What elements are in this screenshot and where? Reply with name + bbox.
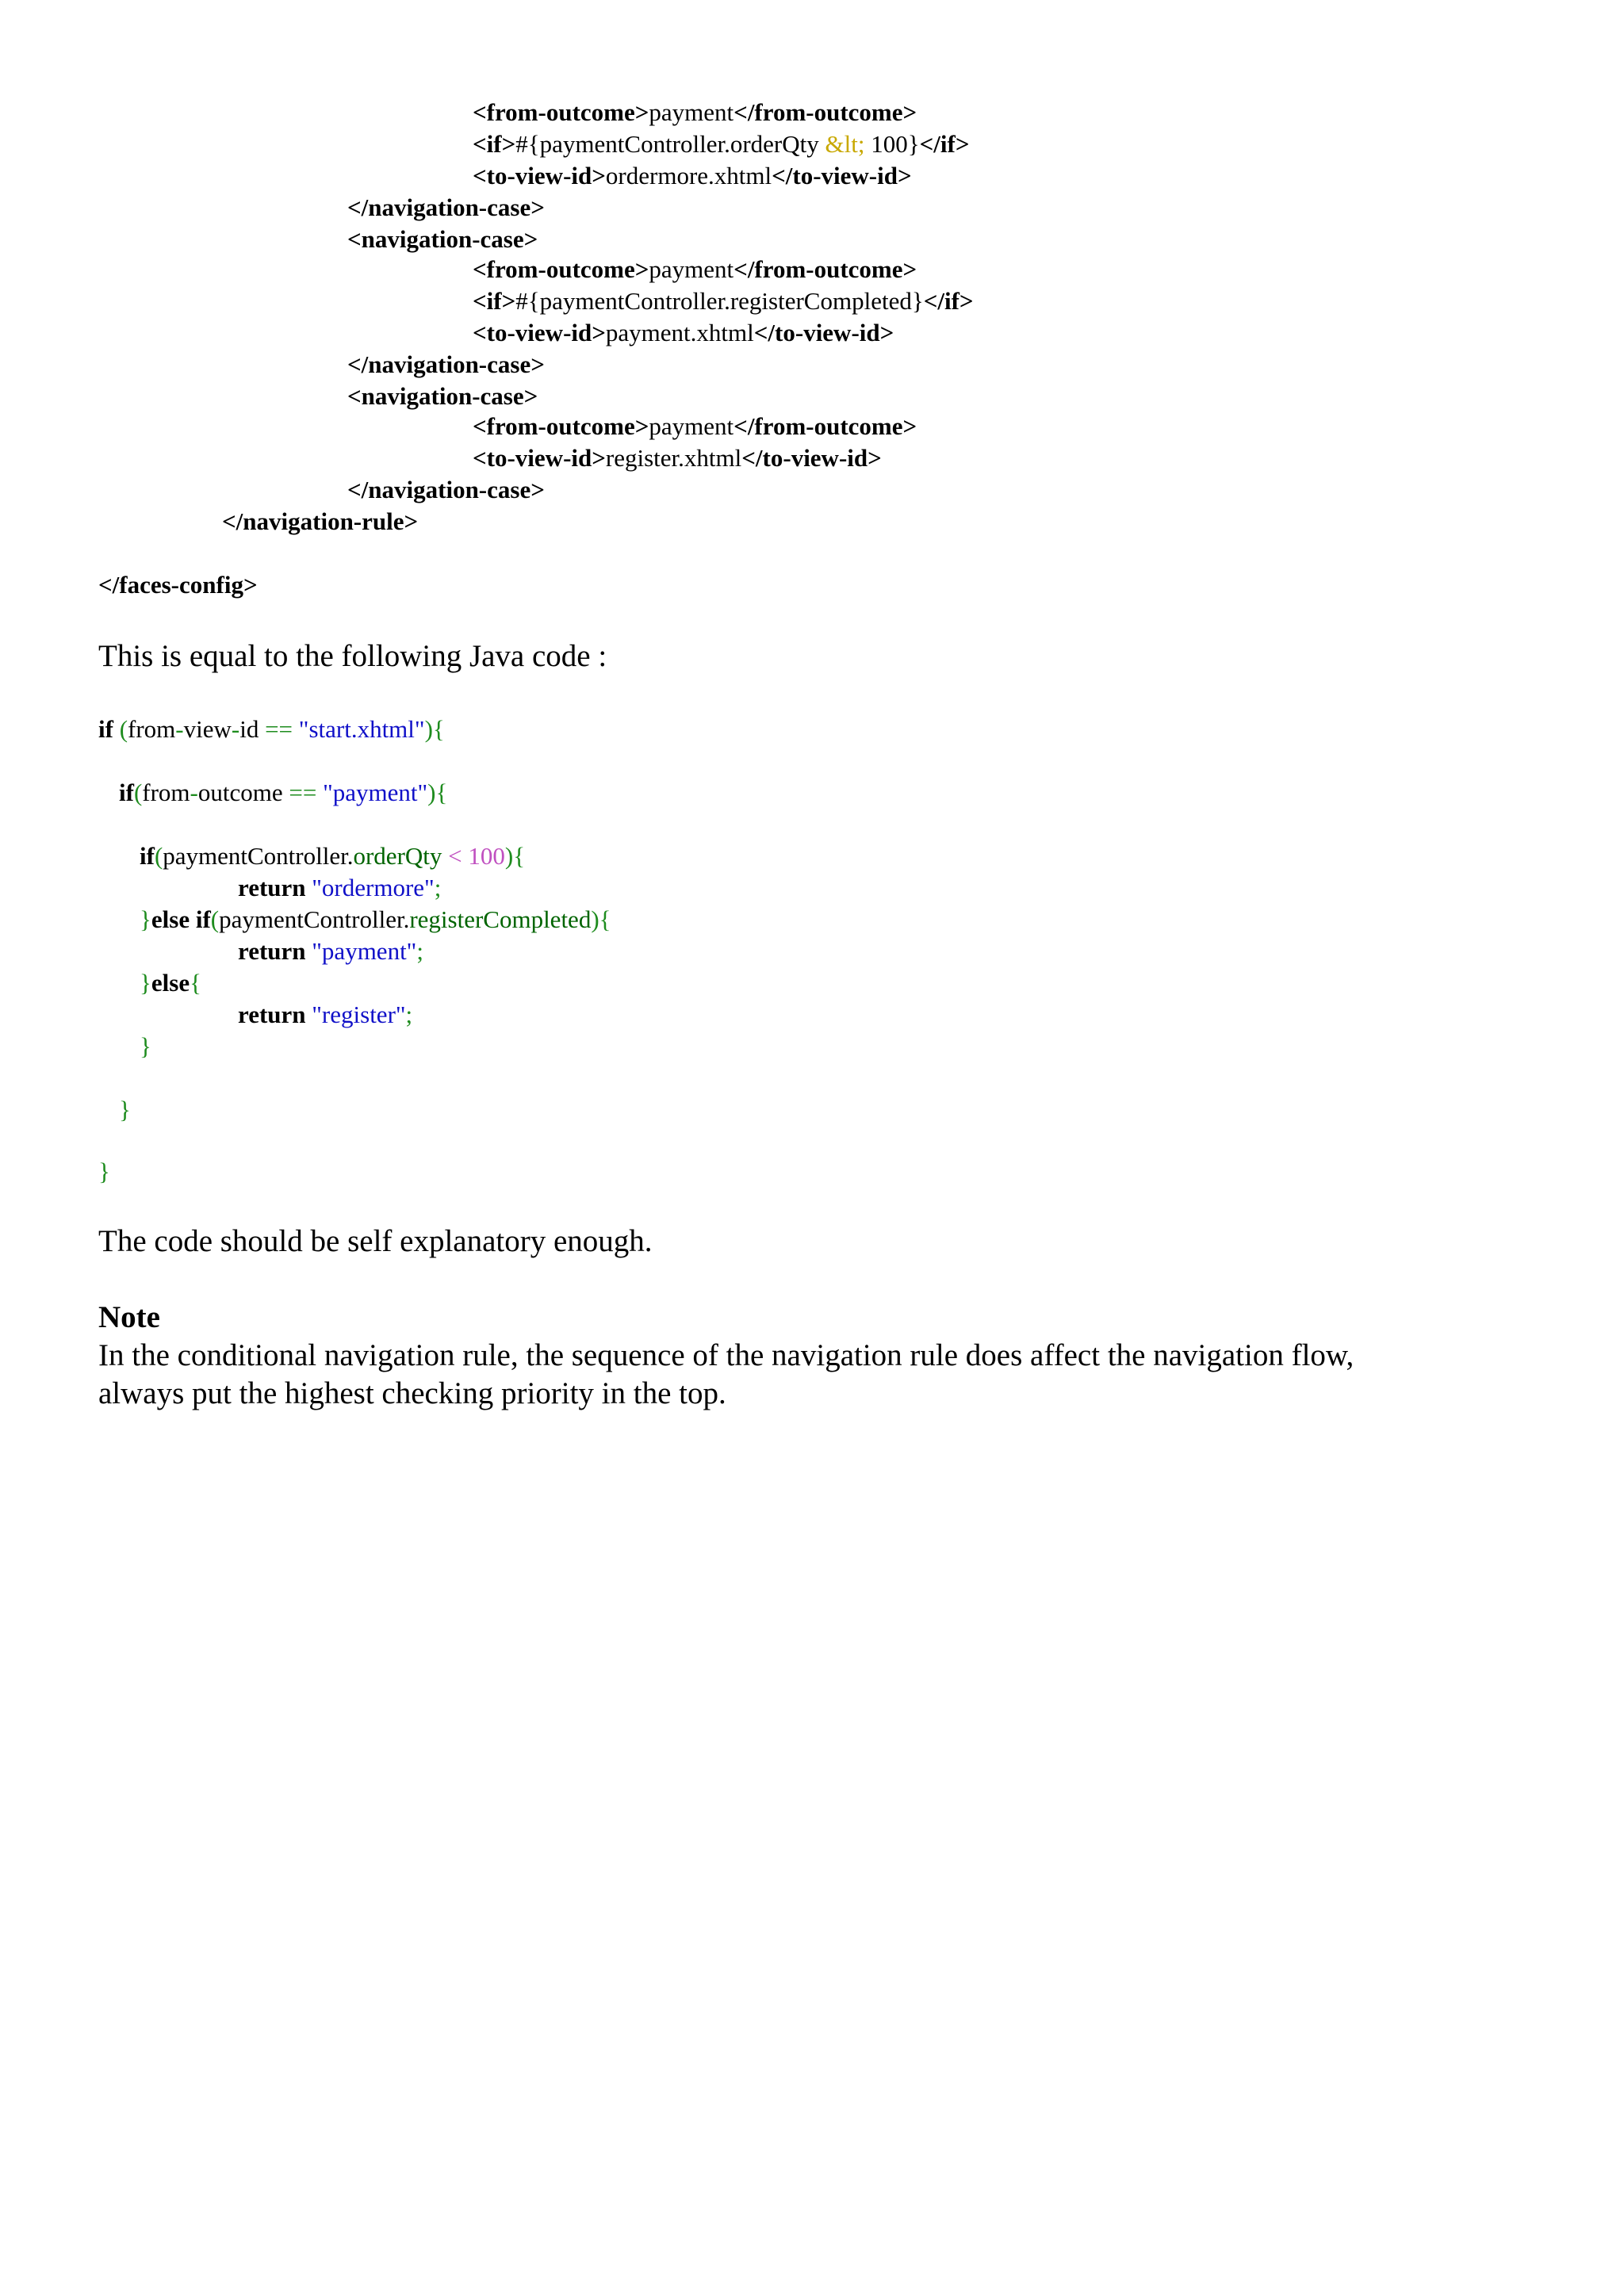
java-line bbox=[238, 872, 441, 904]
java-line bbox=[238, 999, 412, 1031]
java-field: orderQty bbox=[353, 842, 449, 870]
java-punct: ; bbox=[405, 1001, 413, 1028]
java-operator: < bbox=[448, 842, 462, 870]
java-punct: ){ bbox=[504, 842, 526, 870]
xml-tag: <if> bbox=[473, 287, 516, 315]
java-punct: } bbox=[140, 969, 151, 997]
xml-tag: <from-outcome> bbox=[473, 412, 649, 440]
xml-tag: </to-view-id> bbox=[772, 162, 912, 189]
java-operator: == bbox=[289, 779, 317, 806]
java-line bbox=[98, 714, 445, 745]
java-ident: from bbox=[142, 779, 190, 806]
xml-value: payment bbox=[649, 98, 734, 126]
java-keyword: else bbox=[151, 969, 190, 997]
xml-line bbox=[473, 411, 917, 442]
java-operator: == bbox=[265, 715, 293, 743]
java-line bbox=[140, 904, 611, 936]
xml-line bbox=[473, 254, 917, 285]
java-punct: - bbox=[231, 715, 240, 743]
xml-tag: </if> bbox=[919, 130, 970, 158]
java-punct: ( bbox=[133, 779, 143, 806]
java-ident: outcome bbox=[197, 779, 289, 806]
java-ident: id bbox=[239, 715, 266, 743]
java-ident: paymentController. bbox=[219, 905, 410, 933]
xml-value: payment bbox=[649, 255, 734, 283]
java-keyword: return bbox=[238, 874, 306, 901]
xml-value: #{paymentController.orderQty bbox=[515, 130, 825, 158]
java-punct: ( bbox=[210, 905, 220, 933]
java-keyword: return bbox=[238, 937, 306, 965]
java-string: "payment" bbox=[312, 937, 417, 965]
xml-tag: </to-view-id> bbox=[741, 444, 882, 472]
java-field: registerCompleted bbox=[409, 905, 592, 933]
java-keyword: if bbox=[98, 715, 113, 743]
xml-line bbox=[473, 442, 882, 474]
java-punct: ){ bbox=[424, 715, 445, 743]
java-line bbox=[238, 936, 423, 967]
intro-paragraph: This is equal to the following Java code : bbox=[98, 639, 607, 673]
xml-line bbox=[473, 128, 970, 160]
note-line-2: always put the highest checking priority in the top. bbox=[98, 1376, 726, 1410]
outro-paragraph: The code should be self explanatory enough. bbox=[98, 1224, 653, 1258]
java-keyword: if bbox=[119, 779, 134, 806]
xml-line: </navigation-case> bbox=[347, 476, 545, 503]
java-punct: { bbox=[190, 969, 201, 997]
note-line-1: In the conditional navigation rule, the sequence of the navigation rule does affect the navigation flow, bbox=[98, 1338, 1354, 1372]
xml-line bbox=[473, 160, 912, 192]
java-punct: ){ bbox=[591, 905, 611, 933]
xml-line bbox=[473, 317, 894, 349]
java-punct: ; bbox=[434, 874, 442, 901]
java-line bbox=[119, 777, 447, 809]
xml-tag: <from-outcome> bbox=[473, 255, 649, 283]
java-string: "register" bbox=[312, 1001, 406, 1028]
xml-entity: &lt; bbox=[825, 130, 865, 158]
xml-tag: <to-view-id> bbox=[473, 162, 606, 189]
xml-value: payment.xhtml bbox=[605, 319, 754, 346]
note-heading: Note bbox=[98, 1300, 160, 1334]
java-string: "ordermore" bbox=[312, 874, 435, 901]
xml-value: #{paymentController.registerCompleted} bbox=[515, 287, 924, 315]
java-punct: } bbox=[140, 905, 151, 933]
java-punct: - bbox=[190, 779, 198, 806]
java-line bbox=[140, 967, 201, 999]
xml-tag: <from-outcome> bbox=[473, 98, 649, 126]
xml-line bbox=[473, 97, 917, 128]
xml-tag: <to-view-id> bbox=[473, 319, 606, 346]
xml-line: <navigation-case> bbox=[347, 225, 538, 253]
java-keyword: if bbox=[140, 842, 155, 870]
java-number: 100 bbox=[468, 842, 505, 870]
java-punct: ( bbox=[119, 715, 128, 743]
java-ident: from bbox=[128, 715, 176, 743]
java-line: } bbox=[119, 1096, 131, 1123]
java-keyword: return bbox=[238, 1001, 306, 1028]
xml-line: </navigation-rule> bbox=[222, 507, 419, 535]
java-punct: - bbox=[175, 715, 184, 743]
java-line bbox=[140, 840, 525, 872]
java-string: "start.xhtml" bbox=[298, 715, 425, 743]
java-punct: ( bbox=[154, 842, 163, 870]
xml-line: </navigation-case> bbox=[347, 350, 545, 378]
java-ident: paymentController. bbox=[163, 842, 354, 870]
xml-tag: </from-outcome> bbox=[733, 255, 917, 283]
java-ident: view bbox=[183, 715, 232, 743]
java-keyword: else if bbox=[151, 905, 211, 933]
xml-tag: <to-view-id> bbox=[473, 444, 606, 472]
java-line: } bbox=[98, 1158, 110, 1185]
xml-value: payment bbox=[649, 412, 734, 440]
xml-tag: </if> bbox=[923, 287, 974, 315]
xml-tag: </to-view-id> bbox=[753, 319, 894, 346]
java-line: } bbox=[140, 1032, 151, 1060]
java-punct: ; bbox=[416, 937, 423, 965]
xml-line: <navigation-case> bbox=[347, 382, 538, 410]
xml-line bbox=[473, 285, 974, 317]
xml-value: ordermore.xhtml bbox=[605, 162, 772, 189]
java-punct: ){ bbox=[427, 779, 448, 806]
xml-tag: </from-outcome> bbox=[733, 98, 917, 126]
xml-value: 100} bbox=[864, 130, 920, 158]
xml-tag: </from-outcome> bbox=[733, 412, 917, 440]
xml-line: </faces-config> bbox=[98, 571, 258, 599]
xml-tag: <if> bbox=[473, 130, 516, 158]
xml-line: </navigation-case> bbox=[347, 193, 545, 221]
java-string: "payment" bbox=[323, 779, 428, 806]
xml-value: register.xhtml bbox=[605, 444, 742, 472]
